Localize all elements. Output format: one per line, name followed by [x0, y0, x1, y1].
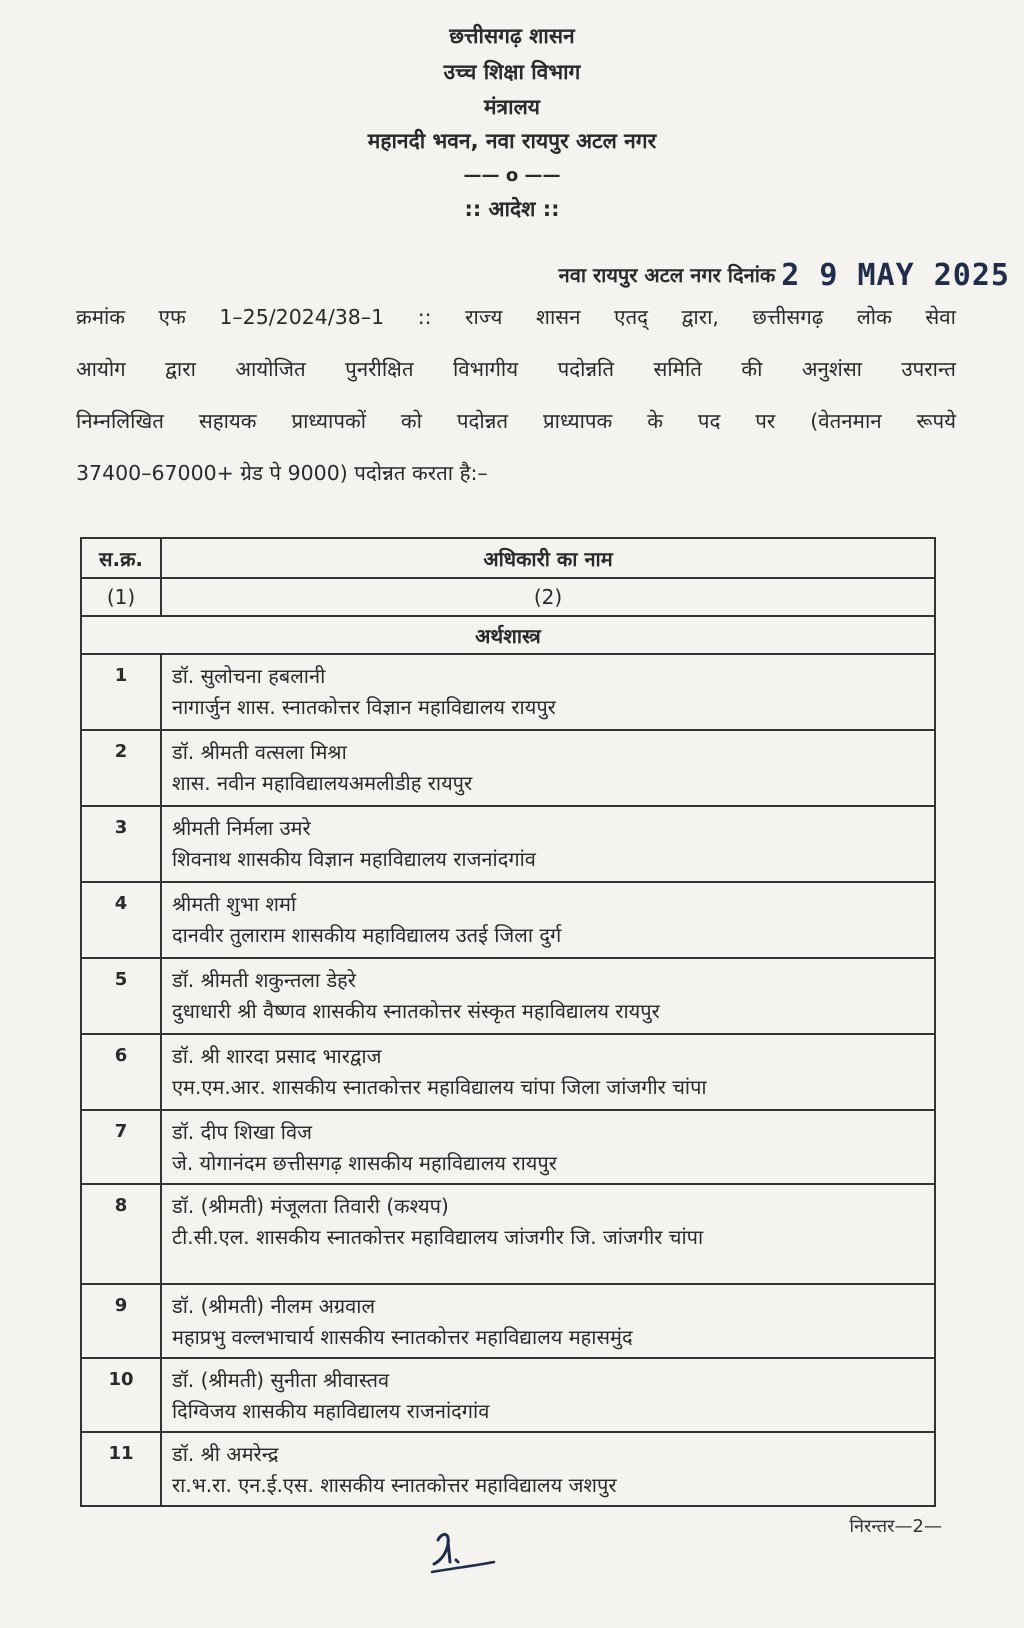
table-row	[81, 958, 935, 1034]
row-officer	[161, 1432, 935, 1506]
row-serial: 2	[81, 730, 161, 806]
row-officer	[161, 730, 935, 806]
order-text-line-2: आयोग द्वारा आयोजित पुनरीक्षित विभागीय पदोन्नति समिति की अनुशंसा उपरान्त	[76, 357, 956, 381]
row-serial: 10	[81, 1358, 161, 1432]
header-separator: —— o ——	[463, 165, 561, 186]
table-row	[81, 1358, 935, 1432]
dateline	[559, 258, 1010, 293]
row-officer	[161, 1034, 935, 1110]
table-row	[81, 806, 935, 882]
table-header-row	[81, 538, 935, 578]
officer-college: दिग्विजय शासकीय महाविद्यालय राजनांदगांव	[172, 1399, 490, 1423]
officer-college: दानवीर तुलाराम शासकीय महाविद्यालय उतई जिला दुर्ग	[172, 923, 562, 947]
officer-college: शिवनाथ शासकीय विज्ञान महाविद्यालय राजनांदगांव	[172, 847, 536, 871]
row-officer	[161, 806, 935, 882]
officer-name: डॉ. श्री अमरेन्द्र	[172, 1442, 279, 1466]
table-row	[81, 1432, 935, 1506]
order-text-line-4: 37400–67000+ ग्रेड पे 9000) पदोन्नत करता है:–	[76, 461, 488, 485]
officer-name: डॉ. (श्रीमती) मंजूलता तिवारी (कश्यप)	[172, 1194, 449, 1218]
row-serial: 5	[81, 958, 161, 1034]
row-officer	[161, 1358, 935, 1432]
table-row	[81, 730, 935, 806]
order-title: :: आदेश ::	[464, 197, 560, 221]
officer-name: श्रीमती शुभा शर्मा	[172, 892, 297, 916]
col-number-2: (2)	[161, 578, 935, 616]
row-serial: 1	[81, 654, 161, 730]
header-ministry: मंत्रालय	[483, 95, 540, 119]
officer-name: डॉ. (श्रीमती) नीलम अग्रवाल	[172, 1294, 376, 1318]
table-row	[81, 1110, 935, 1184]
col-header-serial: स.क्र.	[81, 538, 161, 578]
row-officer	[161, 654, 935, 730]
subject-heading: अर्थशास्त्र	[81, 616, 935, 654]
date-stamp: 2 9 MAY 2025	[781, 258, 1010, 293]
row-serial: 11	[81, 1432, 161, 1506]
order-text-line-1: क्रमांक एफ 1–25/2024/38–1 :: राज्य शासन एतद् द्वारा, छत्तीसगढ़ लोक सेवा	[76, 305, 956, 329]
subject-row	[81, 616, 935, 654]
order-text-line-3: निम्नलिखित सहायक प्राध्यापकों को पदोन्नत प्राध्यापक के पद पर (वेतनमान रूपये	[76, 409, 956, 433]
officer-name: श्रीमती निर्मला उमरे	[172, 816, 311, 840]
row-serial: 9	[81, 1284, 161, 1358]
officer-college: टी.सी.एल. शासकीय स्नातकोत्तर महाविद्यालय जांजगीर जि. जांजगीर चांपा	[172, 1225, 704, 1249]
officer-name: डॉ. श्रीमती वत्सला मिश्रा	[172, 740, 347, 764]
row-officer	[161, 958, 935, 1034]
table-row	[81, 1284, 935, 1358]
row-officer	[161, 1284, 935, 1358]
officer-name: डॉ. सुलोचना हबलानी	[172, 664, 326, 688]
row-officer	[161, 882, 935, 958]
officer-college: नागार्जुन शास. स्नातकोत्तर विज्ञान महाविद्यालय रायपुर	[172, 695, 556, 719]
table-row	[81, 1034, 935, 1110]
header-government: छत्तीसगढ़ शासन	[449, 24, 575, 48]
row-officer	[161, 1110, 935, 1184]
row-serial: 3	[81, 806, 161, 882]
signature-initial-icon	[428, 1528, 508, 1578]
officer-name: डॉ. दीप शिखा विज	[172, 1120, 312, 1144]
officer-college: दुधाधारी श्री वैष्णव शासकीय स्नातकोत्तर संस्कृत महाविद्यालय रायपुर	[172, 999, 660, 1023]
row-officer	[161, 1184, 935, 1284]
header-address: महानदी भवन, नवा रायपुर अटल नगर	[367, 129, 657, 153]
table-row	[81, 882, 935, 958]
dateline-label: नवा रायपुर अटल नगर दिनांक	[558, 263, 776, 287]
header-department: उच्च शिक्षा विभाग	[443, 60, 581, 84]
officer-name: डॉ. श्री शारदा प्रसाद भारद्वाज	[172, 1044, 382, 1068]
officer-college: एम.एम.आर. शासकीय स्नातकोत्तर महाविद्यालय चांपा जिला जांजगीर चांपा	[172, 1075, 707, 1099]
table-row	[81, 654, 935, 730]
col-header-name: अधिकारी का नाम	[161, 538, 935, 578]
officer-college: रा.भ.रा. एन.ई.एस. शासकीय स्नातकोत्तर महाविद्यालय जशपुर	[172, 1473, 617, 1497]
promotion-table	[80, 537, 936, 1507]
row-serial: 8	[81, 1184, 161, 1284]
officer-college: महाप्रभु वल्लभाचार्य शासकीय स्नातकोत्तर महाविद्यालय महासमुंद	[172, 1325, 633, 1349]
officer-college: शास. नवीन महाविद्यालयअमलीडीह रायपुर	[172, 771, 473, 795]
officer-name: डॉ. (श्रीमती) सुनीता श्रीवास्तव	[172, 1368, 390, 1392]
table-row	[81, 1184, 935, 1284]
row-serial: 6	[81, 1034, 161, 1110]
row-serial: 7	[81, 1110, 161, 1184]
table-number-row	[81, 578, 935, 616]
officer-college: जे. योगानंदम छत्तीसगढ़ शासकीय महाविद्यालय रायपुर	[172, 1151, 557, 1175]
continued-marker: निरन्तर—2—	[849, 1516, 942, 1537]
col-number-1: (1)	[81, 578, 161, 616]
officer-name: डॉ. श्रीमती शकुन्तला डेहरे	[172, 968, 356, 992]
row-serial: 4	[81, 882, 161, 958]
